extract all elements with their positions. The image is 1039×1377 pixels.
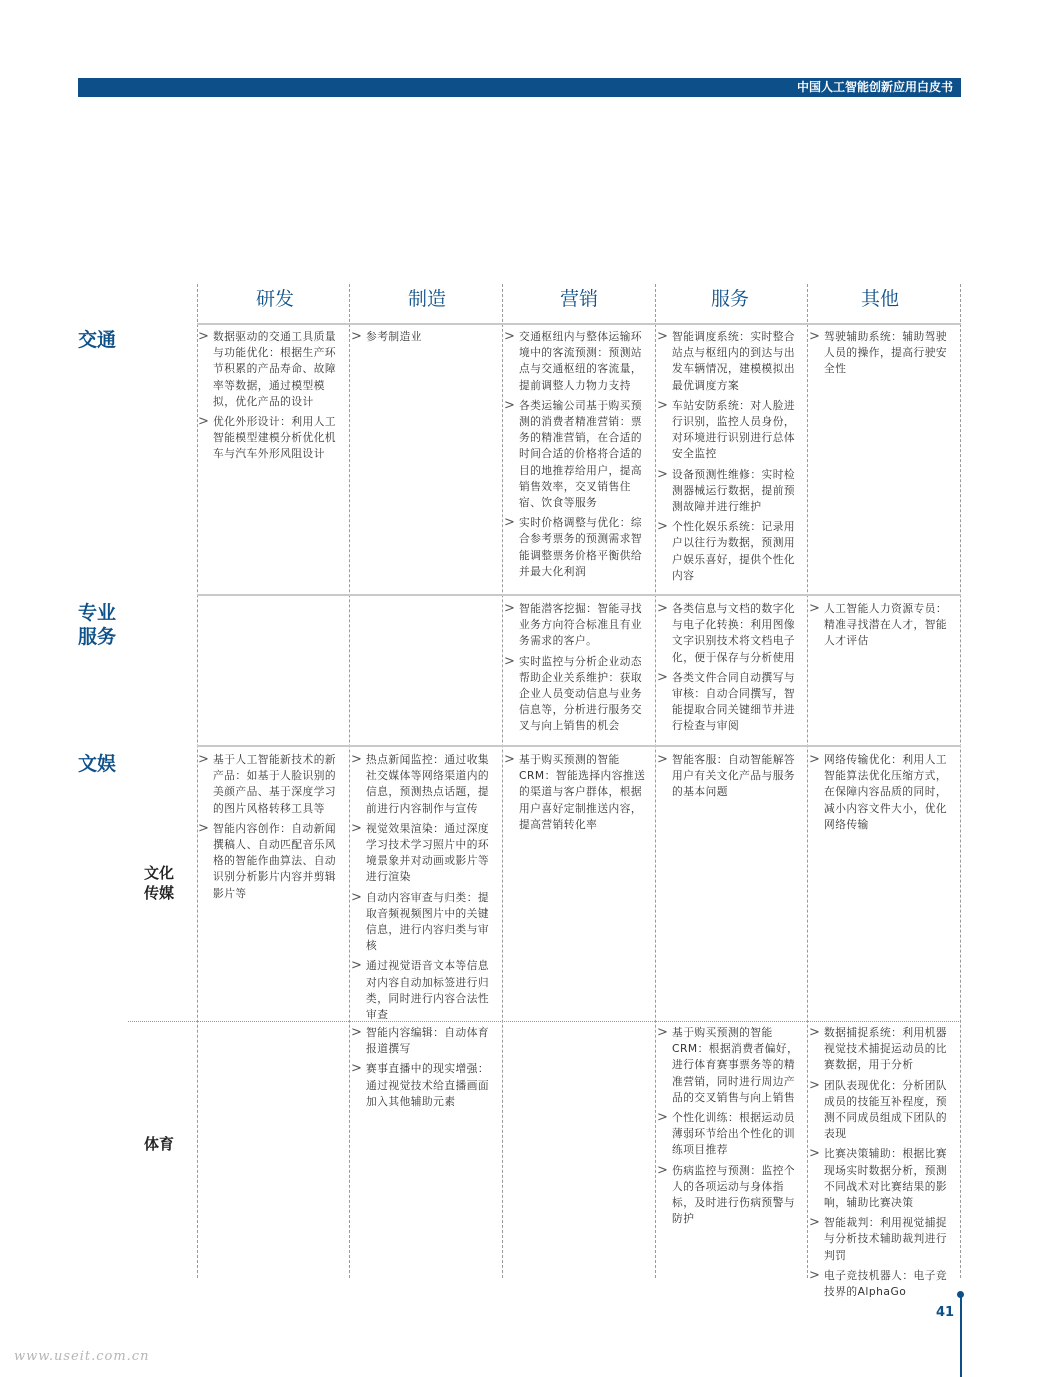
list-item: > 优化外形设计：利用人工智能模型建模分析优化机车与汽车外形风阻设计 [198, 414, 344, 463]
list-item: > 驾驶辅助系统：辅助驾驶人员的操作，提高行驶安全性 [809, 329, 955, 378]
list-item: > 视觉效果渲染：通过深度学习技术学习照片中的环境景象并对动画或影片等进行渲染 [351, 821, 497, 886]
grid-hline [197, 594, 961, 596]
cell-professional-service [657, 601, 803, 739]
grid-hline [197, 323, 961, 325]
cell-culture-service [657, 752, 803, 805]
cell-culture-manufacturing [351, 752, 497, 1027]
cell-professional-other [809, 601, 955, 654]
cell-traffic-rd [198, 329, 344, 467]
list-item: > 通过视觉语音文本等信息对内容自动加标签进行归类，同时进行内容合法性审查 [351, 958, 497, 1023]
list-item: > 伤病监控与预测：监控个人的各项运动与身体指标，及时进行伤病预警与防护 [657, 1163, 803, 1228]
page-marker-rule [960, 1296, 962, 1377]
cell-culture-other [809, 752, 955, 837]
list-item: > 智能潜客挖掘：智能寻找业务方向符合标准且有业务需求的客户。 [504, 601, 650, 650]
list-item: > 交通枢纽内与整体运输环境中的客流预测：预测站点与交通枢纽的客流量，提前调整人力物力支持 [504, 329, 650, 394]
cell-traffic-manufacturing [351, 329, 497, 349]
cell-traffic-marketing [504, 329, 650, 584]
sub-head-sports: 体育 [144, 1135, 175, 1153]
list-item: > 热点新闻监控：通过收集社交媒体等网络渠道内的信息，预测热点话题，提前进行内容制作与宣传 [351, 752, 497, 817]
row-head-professional: 专业 服务 [78, 602, 117, 648]
grid-hline-sub [128, 1021, 961, 1022]
column-head-manufacturing: 制造 [407, 288, 446, 310]
list-item: > 设备预测性维修：实时检测器械运行数据，提前预测故障并进行维护 [657, 467, 803, 516]
list-item: > 数据驱动的交通工具质量与功能优化：根据生产环节积累的产品寿命、故障率等数据，通过模型模拟，优化产品的设计 [198, 329, 344, 410]
grid-vline [502, 284, 503, 1278]
cell-sports-manufacturing [351, 1025, 497, 1114]
list-item: > 实时价格调整与优化：综合参考票务的预测需求智能调整票务价格平衡供给并最大化利润 [504, 515, 650, 580]
cell-culture-marketing [504, 752, 650, 837]
sub-head-culture: 文化 传媒 [144, 864, 175, 902]
grid-hline [197, 745, 961, 747]
list-item: > 数据捕捉系统：利用机器视觉技术捕捉运动员的比赛数据，用于分析 [809, 1025, 955, 1074]
grid-vline [960, 284, 961, 1278]
cell-culture-rd [198, 752, 344, 906]
list-item: > 智能调度系统：实时整合站点与枢纽内的到达与出发车辆情况，建模模拟出最优调度方案 [657, 329, 803, 394]
column-head-service: 服务 [710, 288, 749, 310]
list-item: > 智能裁判：利用视觉捕捉与分析技术辅助裁判进行判罚 [809, 1215, 955, 1264]
list-item: > 各类文件合同自动撰写与审核：自动合同撰写，智能提取合同关键细节并进行检查与审阅 [657, 670, 803, 735]
header-bar [78, 78, 961, 97]
list-item: > 基于购买预测的智能CRM：根据消费者偏好，进行体育赛事票务等的精准营销，同时进行周边产品的交叉销售与向上销售 [657, 1025, 803, 1106]
list-item: > 智能内容创作：自动新闻撰稿人、自动匹配音乐风格的智能作曲算法、自动识别分析影片内容并剪辑影片等 [198, 821, 344, 902]
column-head-rd: 研发 [255, 288, 294, 310]
list-item: > 网络传输优化：利用人工智能算法优化压缩方式，在保障内容品质的同时，减小内容文件大小，优化网络传输 [809, 752, 955, 833]
list-item: > 各类信息与文档的数字化与电子化转换：利用图像文字识别技术将文档电子化，便于保存与分析使用 [657, 601, 803, 666]
cell-sports-other [809, 1025, 955, 1304]
row-head-culture-media: 文娱 [78, 753, 117, 775]
column-head-marketing: 营销 [559, 288, 598, 310]
list-item: > 自动内容审查与归类：提取音频视频图片中的关键信息，进行内容归类与审核 [351, 890, 497, 955]
list-item: > 基于购买预测的智能CRM：智能选择内容推送的渠道与客户群体，根据用户喜好定制推送内容，提高营销转化率 [504, 752, 650, 833]
cell-sports-service [657, 1025, 803, 1231]
grid-vline [655, 284, 656, 1278]
list-item: > 人工智能人力资源专员：精准寻找潜在人才，智能人才评估 [809, 601, 955, 650]
list-item: > 车站安防系统：对人脸进行识别，监控人员身份，对环境进行识别进行总体安全监控 [657, 398, 803, 463]
list-item: > 个性化娱乐系统：记录用户以往行为数据，预测用户娱乐喜好，提供个性化内容 [657, 519, 803, 584]
list-item: > 比赛决策辅助：根据比赛现场实时数据分析，预测不同战术对比赛结果的影响，辅助比赛决策 [809, 1146, 955, 1211]
watermark: www.useit.com.cn [14, 1349, 150, 1364]
list-item: > 个性化训练：根据运动员薄弱环节给出个性化的训练项目推荐 [657, 1110, 803, 1159]
cell-traffic-service [657, 329, 803, 588]
list-item: > 各类运输公司基于购买预测的消费者精准营销：票务的精准营销，在合适的时间合适的价格将合适的目的地推荐给用户，提高销售效率，交叉销售住宿、饮食等服务 [504, 398, 650, 511]
list-item: > 赛事直播中的现实增强：通过视觉技术给直播画面加入其他辅助元素 [351, 1061, 497, 1110]
column-head-other: 其他 [860, 288, 899, 310]
list-item: > 实时监控与分析企业动态帮助企业关系维护：获取企业人员变动信息与业务信息等，分析进行服务交叉与向上销售的机会 [504, 654, 650, 735]
cell-traffic-other [809, 329, 955, 382]
page-number: 41 [936, 1305, 955, 1320]
list-item: > 智能客服：自动智能解答用户有关文化产品与服务的基本问题 [657, 752, 803, 801]
cell-professional-marketing [504, 601, 650, 739]
header-title: 中国人工智能创新应用白皮书 [796, 80, 953, 94]
list-item: > 基于人工智能新技术的新产品：如基于人脸识别的美颜产品、基于深度学习的图片风格转移工具等 [198, 752, 344, 817]
grid-vline [807, 284, 808, 1278]
list-item: > 团队表现优化：分析团队成员的技能互补程度，预测不同成员组成下团队的表现 [809, 1078, 955, 1143]
list-item: > 参考制造业 [351, 329, 497, 345]
row-head-traffic: 交通 [78, 329, 117, 351]
list-item: > 电子竞技机器人：电子竞技界的AlphaGo [809, 1268, 955, 1300]
grid-vline [349, 284, 350, 1278]
list-item: > 智能内容编辑：自动体育报道撰写 [351, 1025, 497, 1057]
